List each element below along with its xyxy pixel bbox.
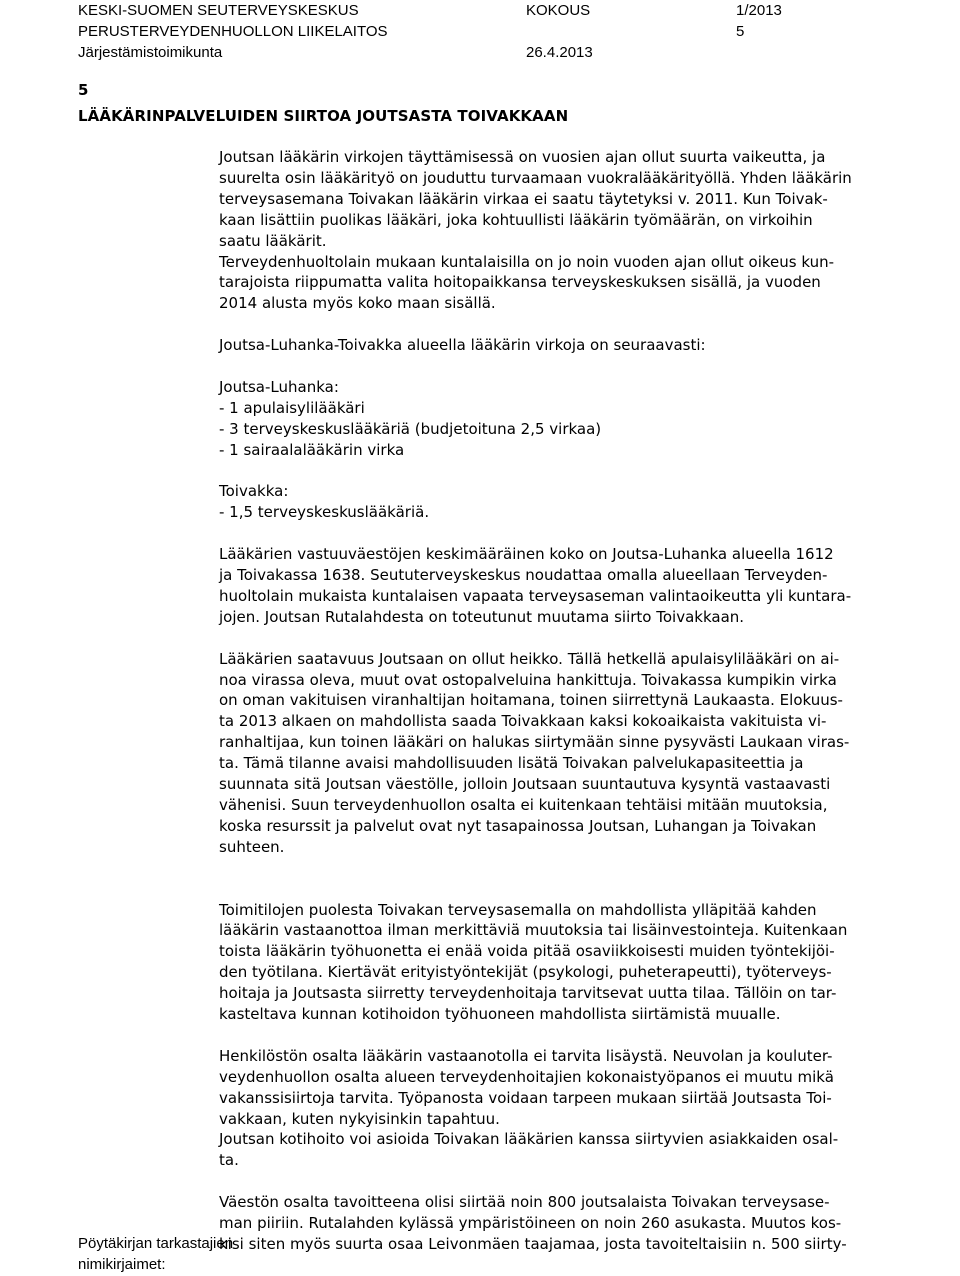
paragraph-7: Lääkärien saatavuus Joutsaan on ollut heikko. Tällä hetkellä apulaisylilääkäri on ai- noa virassa oleva, muut ovat ostopalveluina hankittuja. Toivakassa kumpikin virka on oman vakituisen viranhaltijan hoitamana, toinen siirrettynä Laukaasta. Elokuus- ta 2013 alkaen on mahdollista saada Toivakkaan kaksi kokoaikaista vakituista vi- ranhaltijaa, kun toinen lääkäri on halukas siirtymään sinne pysyvästi Laukaan viras- ta. Tämä tilanne avaisi mahdollisuuden lisätä Toivakan palvelukapasiteettia ja suunnata sitä Joutsan väestölle, jolloin Joutsaan suuntautuva kysyntä vastaavasti vähenisi. Suun terveydenhuollon osalta ei kuitenkaan tehtäisi mitään muutoksia, koska resurssit ja palvelut ovat nyt tasapainossa Joutsan, Luhangan ja Toivakan suhteen. [219, 649, 850, 856]
paragraph-9: Henkilöstön osalta lääkärin vastaanotolla ei tarvita lisäystä. Neuvolan ja kouluter- veydenhuollon osalta alueen terveydenhoitajien kokonaistyöpanos ei muutu mikä vakanssisiirtoja tarvita. Työpanosta voidaan tarpeen mukaan siirtää Joutsasta Toi- vakkaan, kuten nykyisinkin tapahtuu. [219, 1046, 834, 1128]
meeting-number: 1/2013 [736, 2, 782, 19]
toivakka-list: Toivakka: - 1,5 terveyskeskuslääkäriä. [219, 482, 430, 522]
header-row-2 [78, 21, 958, 42]
unit-name: PERUSTERVEYDENHUOLLON LIIKELAITOS [78, 23, 388, 40]
page-header [78, 0, 958, 70]
paragraph-11: Väestön osalta tavoitteena olisi siirtää noin 800 joutsalaista Toivakan terveysase- man piiriin. Rutalahden kylässä ympäristöineen on noin 260 asukasta. Muutos kos- kisi siten myös suurta osaa Leivonmäen taajamaa, josta tavoiteltaisiin n. 500 siirty- [219, 1193, 847, 1253]
paragraph-2: Terveydenhuoltolain mukaan kuntalaisilla on jo noin vuoden ajan ollut oikeus kun- tarajoista riippumatta valita hoitopaikkansa terveyskeskuksen sisällä, ja vuoden 2014 alusta myös koko maan sisällä. [219, 252, 835, 313]
footer-line-1: Pöytäkirjan tarkastajien [78, 1235, 234, 1252]
paragraph-6: Lääkärien vastuuväestöjen keskimääräinen koko on Joutsa-Luhanka alueella 1612 ja Toivakassa 1638. Seututerveyskeskus noudattaa omalla alueellaan Terveyden- huoltolain mukaista kuntalaisen vapaata terveysaseman valintaoikeutta yli kuntara- jojen. Joutsan Rutalahdesta on toteutunut muutama siirto Toivakkaan. [219, 545, 852, 626]
paragraph-1: Joutsan lääkärin virkojen täyttämisessä on vuosien ajan ollut suurta vaikeutta, ja suurelta osin lääkärityö on jouduttu turvaamaan vuokralääkärityöllä. Yhden lääkärin terveysasemana Toivakan lääkärin virkaa ei saatu täytetyksi v. 2011. Kun Toivak- kaan lisättiin puolikas lääkäri, joka kohtuullisti lääkärin työmäärän, on virkoihin saatu lääkärit. [219, 148, 852, 250]
document-body [219, 147, 931, 1276]
meeting-label: KOKOUS [526, 2, 591, 19]
page-number: 5 [736, 23, 745, 40]
page-footer [78, 1233, 233, 1275]
committee-name: Järjestämistoimikunta [78, 44, 223, 61]
paragraph-3: Joutsa-Luhanka-Toivakka alueella lääkärin virkoja on seuraavasti: [219, 336, 706, 355]
section-number: 5 [78, 81, 89, 99]
section-title: LÄÄKÄRINPALVELUIDEN SIIRTOA JOUTSASTA TOIVAKKAAN [78, 107, 569, 125]
paragraph-10: Joutsan kotihoito voi asioida Toivakan lääkärien kanssa siirtyvien asiakkaiden osal- ta. [219, 1130, 839, 1170]
org-name: KESKI-SUOMEN SEUTERVEYSKESKUS [78, 2, 359, 19]
joutsa-luhanka-list: Joutsa-Luhanka: - 1 apulaisylilääkäri - 3 terveyskeskuslääkäriä (budjetoituna 2,5 virkaa) - 1 sairaalalääkärin virka [219, 377, 602, 459]
meeting-date: 26.4.2013 [526, 44, 593, 61]
footer-line-2: nimikirjaimet: [78, 1256, 166, 1273]
header-row-1 [78, 0, 958, 21]
paragraph-8: Toimitilojen puolesta Toivakan terveysasemalla on mahdollista ylläpitää kahden lääkärin vastaanottoa ilman merkittäviä muutoksia tai lisäinvestointeja. Kuitenkaan toista lääkärin työhuonetta ei enää voida pitää osaviikkoisesti muiden työntekijöi- den työtilana. Kiertävät erityistyöntekijät (psykologi, puheterapeutti), työterveys- hoitaja ja Joutsasta siirretty terveydenhoitaja tarvitsevat uutta tilaa. Tällöin on tar- kasteltava kunnan kotihoidon työhuoneen mahdollista siirtämistä muualle. [219, 900, 848, 1024]
header-row-3 [78, 42, 958, 63]
